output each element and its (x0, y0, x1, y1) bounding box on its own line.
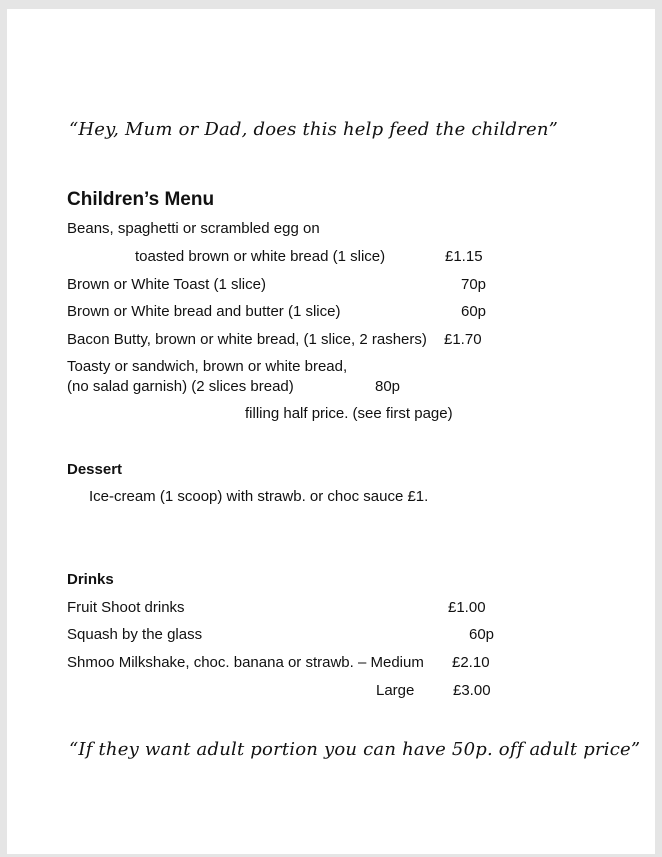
milkshake-large-price: £3.00 (453, 682, 491, 699)
toasty-line-2: (no salad garnish) (2 slices bread) (67, 378, 294, 395)
toasty-price: 80p (375, 378, 401, 395)
beans-price: £1.15 (445, 248, 483, 265)
milkshake-item: Shmoo Milkshake, choc. banana or strawb. – Medium (67, 654, 424, 671)
beans-line-1: Beans, spaghetti or scrambled egg on (67, 220, 320, 237)
toasty-line-1: Toasty or sandwich, brown or white bread, (67, 358, 348, 375)
bread-item: Brown or White bread and butter (1 slice) (67, 303, 341, 320)
milkshake-medium-price: £2.10 (452, 654, 490, 671)
bacon-item: Bacon Butty, brown or white bread, (1 slice, 2 rashers) (67, 331, 427, 348)
dessert-item: Ice-cream (1 scoop) with strawb. or choc sauce £1. (89, 488, 429, 505)
bread-price: 60p (461, 303, 487, 320)
squash-price: 60p (469, 626, 495, 643)
fruit-shoot-item: Fruit Shoot drinks (67, 599, 185, 616)
squash-item: Squash by the glass (67, 626, 203, 643)
milkshake-large-label: Large (376, 682, 415, 699)
menu-page (7, 9, 655, 854)
childrens-menu-title: Children’s Menu (67, 189, 215, 210)
filling-note: filling half price. (see first page) (245, 405, 453, 422)
beans-line-2: toasted brown or white bread (1 slice) (135, 248, 386, 265)
quote-bottom: “If they want adult portion you can have 50p. off adult price” (69, 739, 641, 760)
dessert-title: Dessert (67, 461, 123, 478)
bacon-price: £1.70 (444, 331, 482, 348)
toast-price: 70p (461, 276, 487, 293)
fruit-shoot-price: £1.00 (448, 599, 486, 616)
quote-top: “Hey, Mum or Dad, does this help feed the children” (69, 119, 559, 140)
toast-item: Brown or White Toast (1 slice) (67, 276, 266, 293)
drinks-title: Drinks (67, 571, 114, 588)
